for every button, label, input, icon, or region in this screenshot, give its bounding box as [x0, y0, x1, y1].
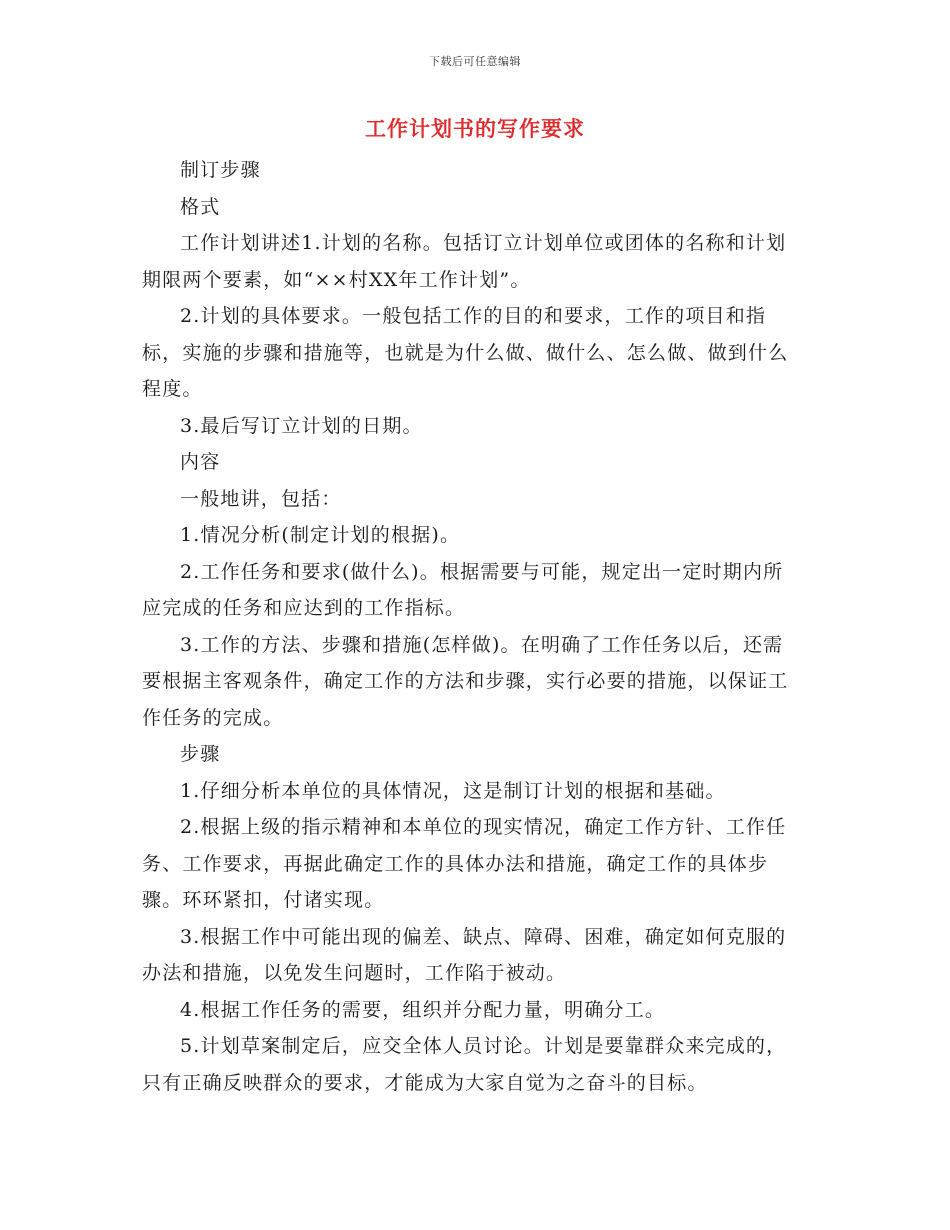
paragraph-tasks-requirements: 2.工作任务和要求(做什么)。根据需要与可能，规定出一定时期内所应完成的任务和应达到的工作指标。 [142, 560, 784, 619]
paragraph-procedure-1: 1.仔细分析本单位的具体情况，这是制订计划的根据和基础。 [180, 779, 726, 802]
paragraph-situation-analysis: 1.情况分析(制定计划的根据)。 [180, 524, 461, 546]
paragraph-procedure-5: 5.计划草案制定后，应交全体人员讨论。计划是要靠群众来完成的，只有正确反映群众的要求，才能成为大家自觉为之奋斗的目标。 [142, 1035, 787, 1094]
paragraph-plan-requirements: 2.计划的具体要求。一般包括工作的目的和要求，工作的项目和指标，实施的步骤和措施等，也就是为什么做、做什么、怎么做、做到什么程度。 [142, 305, 789, 400]
heading-steps: 制订步骤 [180, 159, 261, 181]
header-note: 下载后可任意编辑 [429, 55, 521, 68]
paragraph-methods-measures: 3.工作的方法、步骤和措施(怎样做)。在明确了工作任务以后，还需要根据主客观条件，确定工作的方法和步骤，实行必要的措施，以保证工作任务的完成。 [142, 633, 789, 729]
paragraph-plan-date: 3.最后写订立计划的日期。 [180, 414, 423, 437]
paragraph-procedure-3: 3.根据工作中可能出现的偏差、缺点、障碍、困难，确定如何克服的办法和措施，以免发生问题时，工作陷于被动。 [142, 925, 787, 984]
heading-procedure: 步骤 [180, 743, 221, 765]
paragraph-content-intro: 一般地讲，包括： [180, 487, 342, 510]
paragraph-procedure-4: 4.根据工作任务的需要，组织并分配力量，明确分工。 [180, 998, 666, 1021]
document-title: 工作计划书的写作要求 [365, 116, 585, 141]
heading-format: 格式 [180, 195, 221, 218]
document-body [142, 152, 802, 1101]
paragraph-plan-name: 工作计划讲述1.计划的名称。包括订立计划单位或团体的名称和计划期限两个要素，如“××村XX年工作计划”。 [142, 232, 787, 291]
heading-content: 内容 [180, 451, 221, 473]
paragraph-procedure-2: 2.根据上级的指示精神和本单位的现实情况，确定工作方针、工作任务、工作要求，再据此确定工作的具体办法和措施，确定工作的具体步骤。环环紧扣，付诸实现。 [142, 816, 787, 911]
